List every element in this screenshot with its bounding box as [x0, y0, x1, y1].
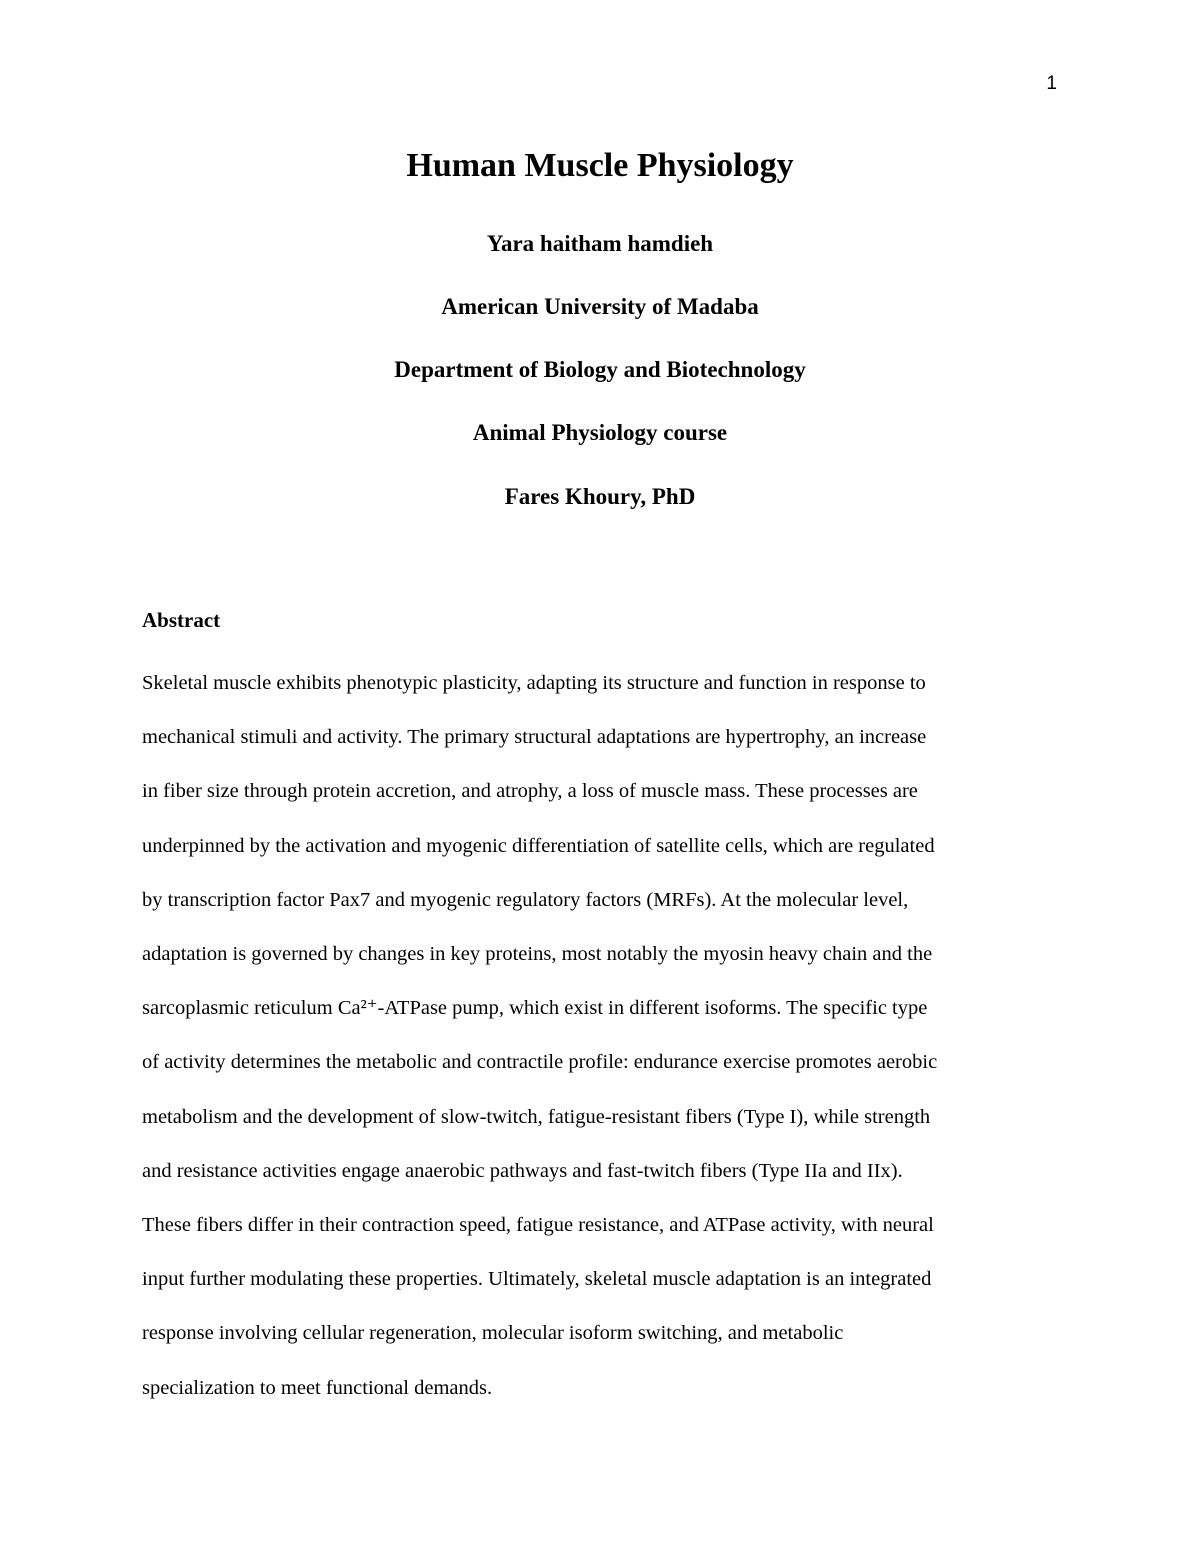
- abstract-line: mechanical stimuli and activity. The primary structural adaptations are hypertrophy, an increase: [142, 726, 927, 749]
- abstract-line: specialization to meet functional demands.: [142, 1376, 493, 1399]
- abstract-line: sarcoplasmic reticulum Ca²⁺-ATPase pump, which exist in different isoforms. The specific type: [142, 997, 928, 1020]
- abstract-line: adaptation is governed by changes in key proteins, most notably the myosin heavy chain and the: [142, 943, 933, 966]
- abstract-line: metabolism and the development of slow-twitch, fatigue-resistant fibers (Type I), while strength: [142, 1105, 931, 1128]
- abstract-heading: Abstract: [142, 608, 221, 632]
- instructor-name: Fares Khoury, PhD: [504, 484, 696, 509]
- abstract-line: These fibers differ in their contraction speed, fatigue resistance, and ATPase activity, with neural: [142, 1214, 934, 1237]
- paper-title: Human Muscle Physiology: [406, 147, 794, 184]
- department-name: Department of Biology and Biotechnology: [394, 357, 806, 382]
- university-name: American University of Madaba: [441, 294, 759, 319]
- abstract-line: input further modulating these properties. Ultimately, skeletal muscle adaptation is an integrated: [142, 1268, 932, 1291]
- author-name: Yara haitham hamdieh: [486, 231, 714, 256]
- abstract-line: of activity determines the metabolic and contractile profile: endurance exercise promotes aerobic: [142, 1051, 938, 1074]
- abstract-line: in fiber size through protein accretion, and atrophy, a loss of muscle mass. These processes are: [142, 780, 918, 803]
- abstract-body: [142, 656, 1062, 1415]
- abstract-line: Skeletal muscle exhibits phenotypic plasticity, adapting its structure and function in response to: [142, 672, 926, 694]
- abstract-line: response involving cellular regeneration, molecular isoform switching, and metabolic: [142, 1322, 844, 1345]
- abstract-line: by transcription factor Pax7 and myogenic regulatory factors (MRFs). At the molecular level,: [142, 888, 909, 911]
- course-name: Animal Physiology course: [472, 420, 728, 445]
- page-number: 1: [1046, 73, 1057, 94]
- abstract-line: and resistance activities engage anaerobic pathways and fast-twitch fibers (Type IIa and IIx).: [142, 1159, 903, 1182]
- abstract-line: underpinned by the activation and myogenic differentiation of satellite cells, which are regulated: [142, 834, 935, 857]
